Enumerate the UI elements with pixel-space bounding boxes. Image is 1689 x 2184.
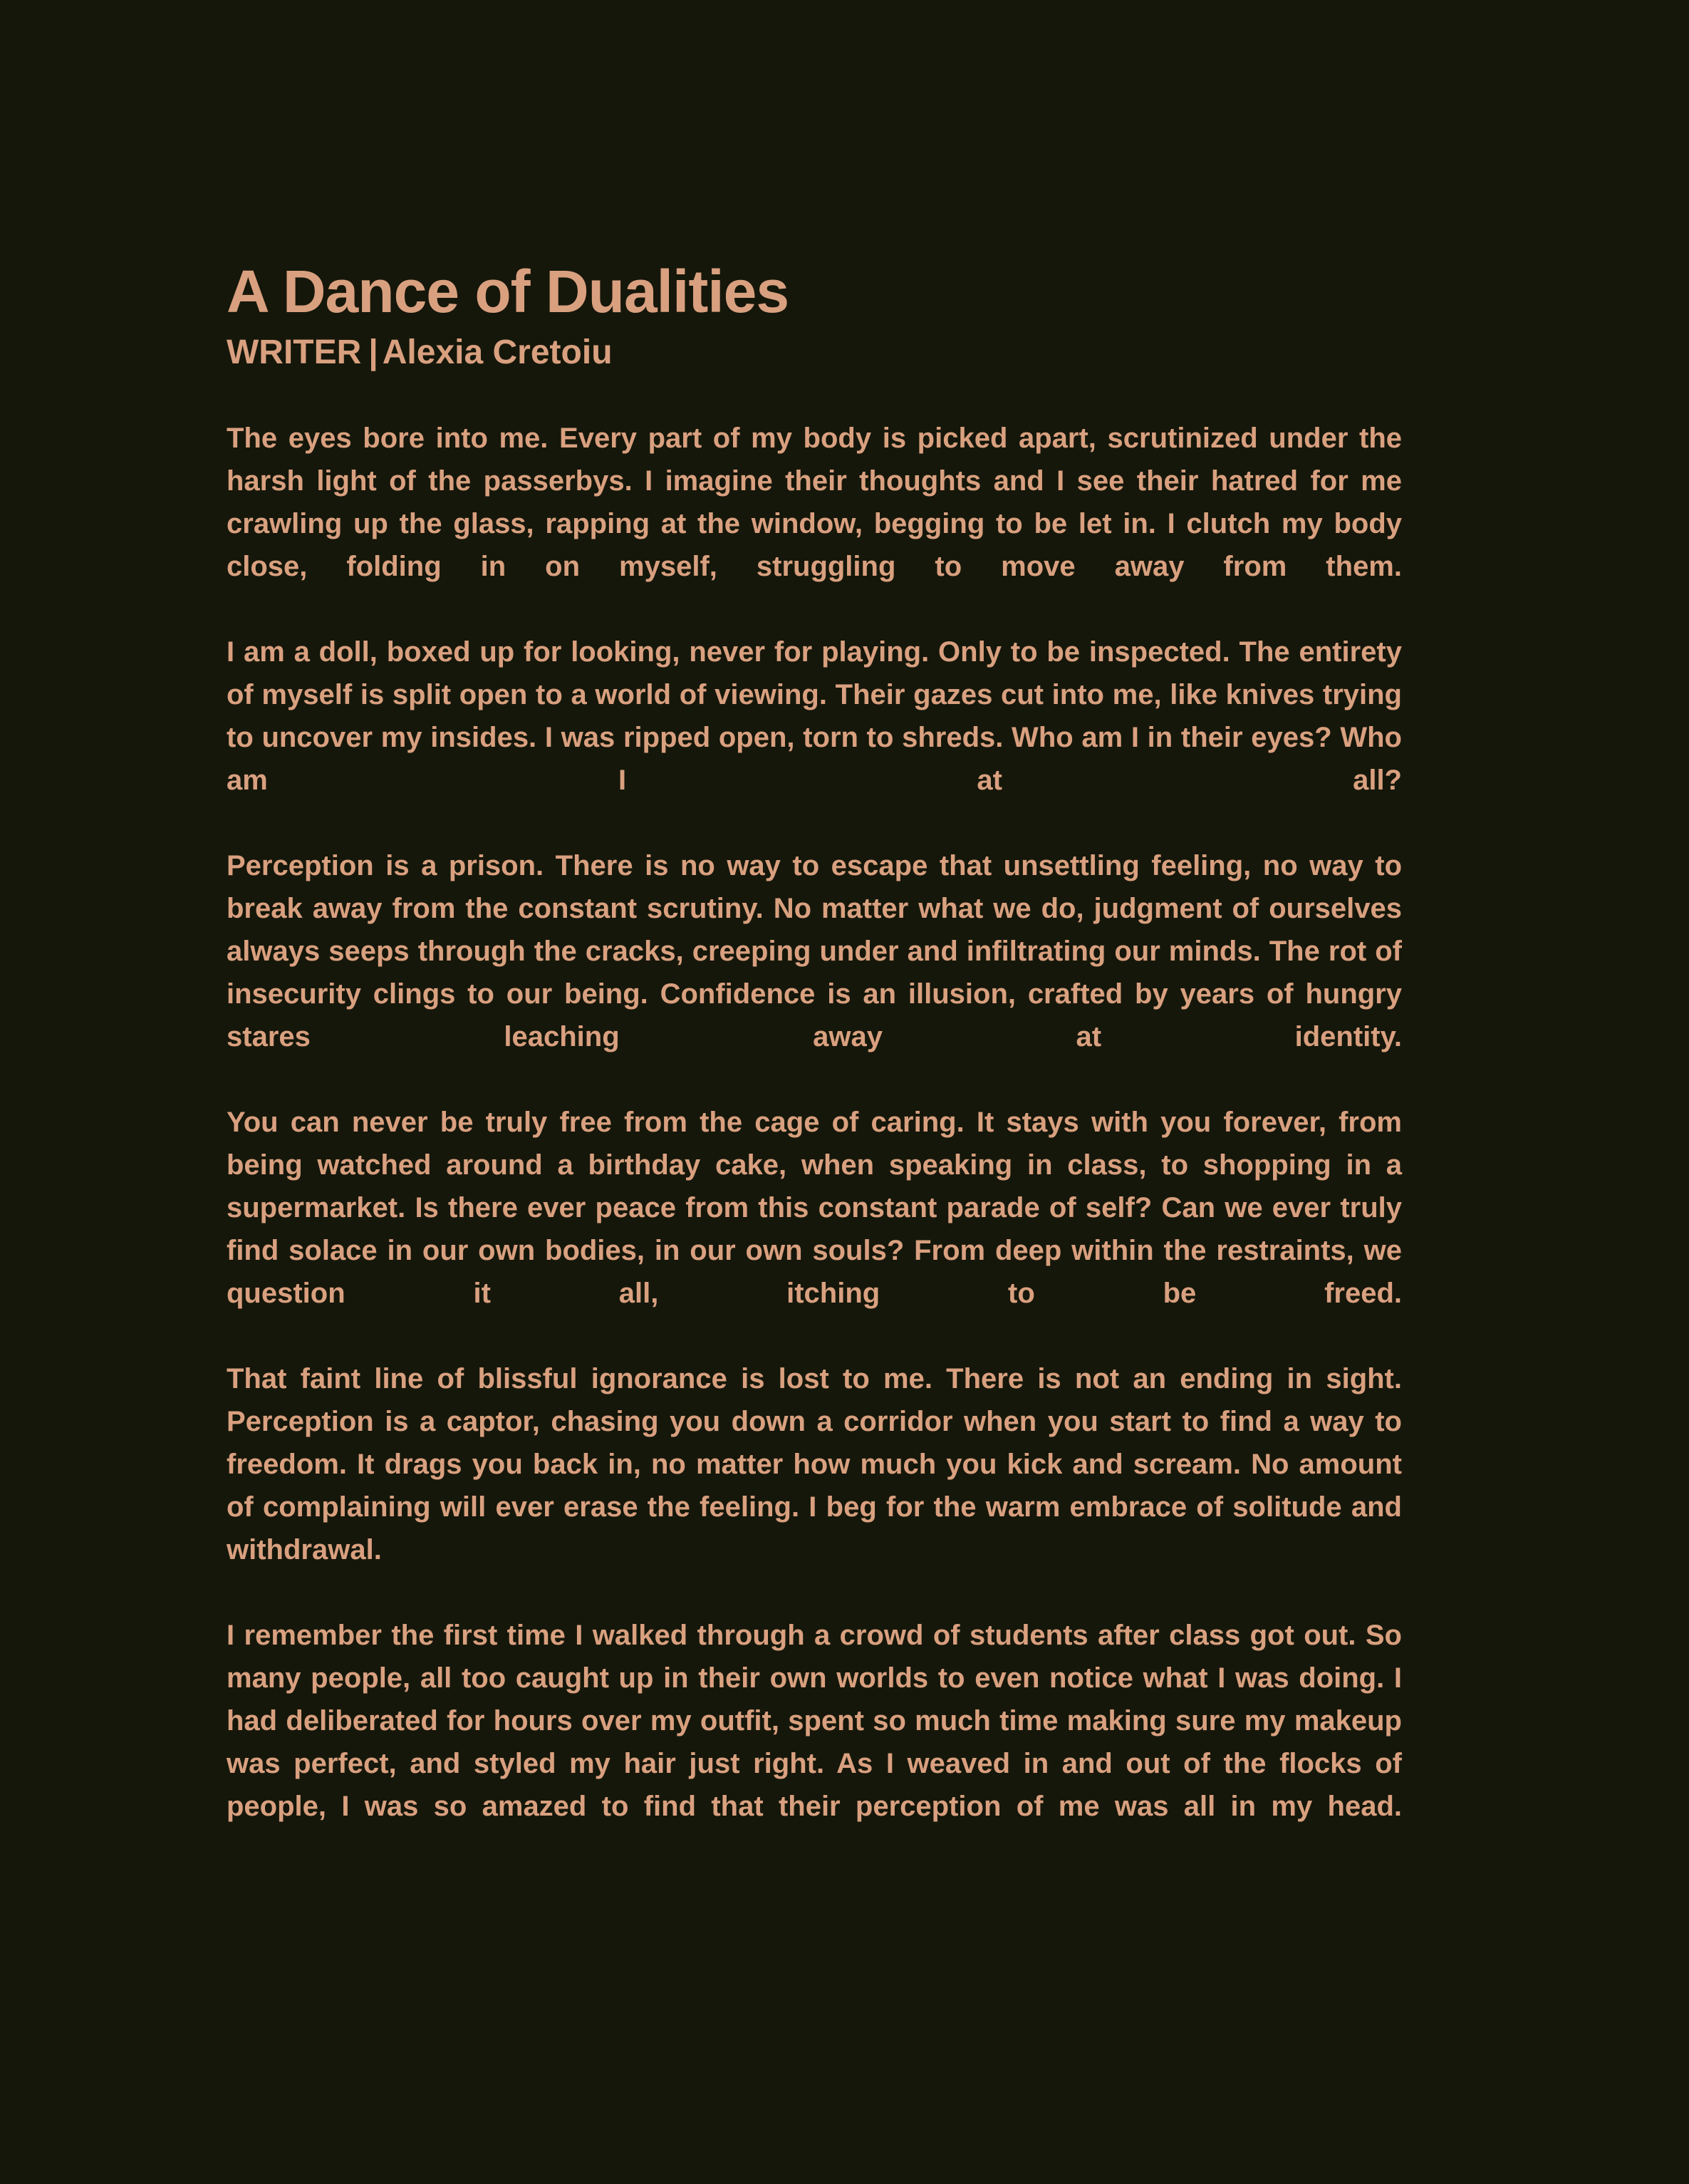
paragraph: The eyes bore into me. Every part of my body is picked apart, scrutinized under the harsh light of the passerbys. I imagine their thoughts and I see their hatred for me crawling up the glass, rapping at the window, begging to be let in. I clutch my body close, folding in on myself, struggling to move away from them. <box>227 423 1402 582</box>
paragraph: You can never be truly free from the cage of caring. It stays with you forever, from being watched around a birthday cake, when speaking in class, to shopping in a supermarket. Is there ever peace from this constant parade of self? Can we ever truly find solace in our own bodies, in our own souls? From deep within the restraints, we question it all, itching to be freed. <box>227 1107 1402 1309</box>
byline <box>227 330 1402 376</box>
paragraph: I remember the first time I walked through a crowd of students after class got out. So many people, all too caught up in their own worlds to even notice what I was doing. I had deliberated for hours over my outfit, spent so much time making sure my makeup was perfect, and styled my hair just right. As I weaved in and out of the flocks of people, I was so amazed to find that their perception of me was all in my head. <box>227 1620 1402 1822</box>
byline-role: WRITER <box>227 333 362 371</box>
byline-author: Alexia Cretoiu <box>382 333 613 371</box>
article <box>227 253 1402 1870</box>
paragraph: I am a doll, boxed up for looking, never for playing. Only to be inspected. The entirety of myself is split open to a world of viewing. Their gazes cut into me, like knives trying to uncover my insides. I was ripped open, torn to shreds. Who am I in their eyes? Who am I at all? <box>227 636 1402 796</box>
byline-separator: | <box>368 333 378 371</box>
article-body <box>227 417 1402 1828</box>
paragraph: That faint line of blissful ignorance is lost to me. There is not an ending in sight. Perception is a captor, chasing you down a corridor when you start to find a way to freedom. It drags you back in, no matter how much you kick and scream. No amount of complaining will ever erase the feeling. I beg for the warm embrace of solitude and withdrawal. <box>227 1363 1402 1565</box>
paragraph: Perception is a prison. There is no way to escape that unsettling feeling, no way to break away from the constant scrutiny. No matter what we do, judgment of ourselves always seeps through the cracks, creeping under and infiltrating our minds. The rot of insecurity clings to our being. Confidence is an illusion, crafted by years of hungry stares leaching away at identity. <box>227 850 1402 1052</box>
article-title: A Dance of Dualities <box>227 258 789 325</box>
